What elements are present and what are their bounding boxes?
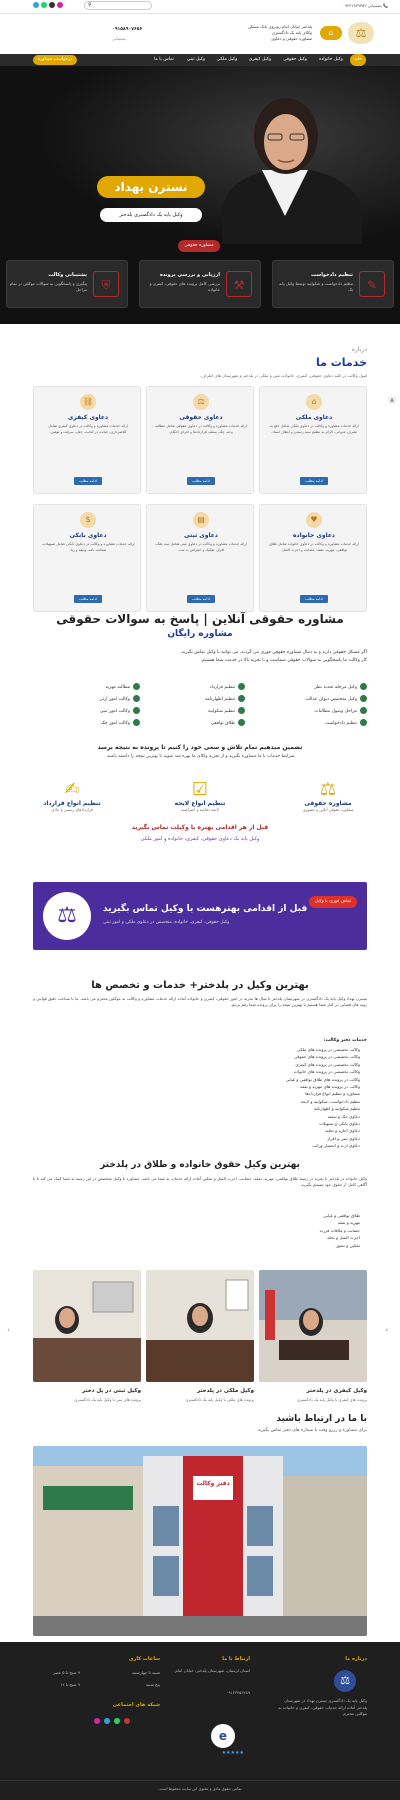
nav-family[interactable]: وکیل خانواده: [319, 57, 343, 62]
hero-card[interactable]: [6, 260, 128, 308]
instagram-icon[interactable]: [57, 2, 63, 8]
service-card[interactable]: [146, 504, 254, 612]
about-list-title: خدمات دفتر وکالت:: [323, 1038, 367, 1043]
feature-title: مشاوره حقوقی: [304, 800, 352, 807]
hero-consult-button[interactable]: مشاوره حقوقی: [178, 240, 220, 252]
footer-logo-icon: ⚖: [334, 1670, 356, 1692]
service-desc: ارائه خدمات مشاوره و وکالت در دعاوی حقوقی شامل مطالبه وجه، چک، سفته، قراردادها و اجرای احکام.: [154, 424, 248, 434]
shield-icon: ⛨: [93, 271, 119, 297]
feature-title: تنظیم انواع قرارداد: [43, 800, 101, 807]
office-photo: [33, 1270, 141, 1382]
nav-contact[interactable]: تماس با ما: [154, 57, 174, 62]
footer-hours: پنج شنبه: [145, 1682, 160, 1687]
hero-card[interactable]: [139, 260, 261, 308]
services-title: خدمات ما: [315, 356, 367, 369]
service-card[interactable]: [33, 504, 141, 612]
office-photo: [259, 1270, 367, 1382]
list-item: طلاق توافقی و غیابی: [323, 1213, 360, 1218]
list-item: وکالت در پرونده های طلاق توافقی و غیابی: [285, 1076, 360, 1082]
lawyer-desc: پرونده های کیفری با وکیل پایه یک دادگستری: [296, 1397, 367, 1402]
consult-title: مشاوره حقوقی آنلاین | پاسخ به سوالات حقوقی: [56, 612, 344, 626]
home-icon[interactable]: ⌂: [320, 26, 342, 40]
list-item: وکالت در پرونده های مهریه و نفقه: [300, 1084, 360, 1090]
footer-phone[interactable]: ۰۹۱۲۳۴۵۶۷۸۹: [226, 1690, 250, 1695]
people-icon: ⚖: [319, 779, 337, 800]
hero-card[interactable]: [272, 260, 394, 308]
hero-card-desc: پیگیری و پاسخگویی به سوالات موکلین در تمام مراحل: [9, 281, 87, 292]
footer-about-text: وکیل پایه یک دادگستری نسترن بهداد در شهرستان پلدختر آماده ارائه خدمات حقوقی، کیفری و خانواده به موکلین محترم.: [278, 1698, 367, 1716]
hero-card-title: پشتیبانی وکالت: [48, 272, 87, 278]
family-icon: ♥: [306, 512, 322, 528]
list-item: تنظیم شکواییه و اظهارنامه: [313, 1106, 360, 1112]
service-desc: ارائه خدمات مشاوره و وکالت در دعاوی خانواده شامل طلاق توافقی، مهریه، نفقه، حضانت و اجرت المثل.: [269, 542, 359, 552]
consult-item: تنظیم دادخواست: [325, 719, 367, 727]
service-title: دعاوی حقوقی: [179, 414, 223, 421]
list-item: وکالت تخصصی در پرونده های کیفری: [295, 1061, 360, 1067]
consult-item: وکیل متخصص دیوان عدالت: [305, 695, 367, 703]
scale-icon: ⚖: [193, 394, 209, 410]
building-graphic: [33, 1446, 367, 1636]
footer-address: استان لرستان، شهرستان پلدختر، خیابان امام: [175, 1668, 250, 1673]
consult-intro: اگر مشکل حقوقی دارید و به دنبال مشاوره حقوقی فوری می گردید، می توانید با وکیل تماس بگیرید.: [180, 650, 367, 655]
social-icon[interactable]: [49, 2, 55, 8]
service-button[interactable]: ادامه مطلب: [187, 477, 215, 485]
feature-item: [22, 780, 122, 820]
bank-icon: $: [80, 512, 96, 528]
hero-card-desc: تنظیم دادخواست و شکواییه توسط وکیل پایه یک: [279, 281, 353, 292]
header-phone[interactable]: ۰۹۱۵۸۹۰۷۶۵۶: [112, 27, 143, 32]
service-desc: ارائه خدمات مشاوره و وکالت در دعاوی بانکی شامل تسهیلات، ضمانت نامه، وثیقه و ربا.: [41, 542, 135, 552]
whatsapp-icon[interactable]: [114, 1718, 120, 1724]
consult-item: وکیل مرحله تجدید نظر: [314, 683, 367, 691]
feature-title: تنظیم انواع لایحه: [174, 800, 226, 807]
contact-sub: برای مشاوره و رزرو وقت با شماره های دفتر تماس بگیرید.: [256, 1428, 367, 1433]
about-title: بهترین وکیل در پلدختر+ خدمات و تخصص ها: [91, 980, 309, 991]
service-button[interactable]: ادامه مطلب: [300, 477, 328, 485]
family-title: بهترین وکیل حقوق خانواده و طلاق در پلدختر: [100, 1160, 300, 1170]
telegram-icon[interactable]: [33, 2, 39, 8]
list-item: تمکین و نشوز: [335, 1242, 360, 1248]
hero-name: نسترن بهداد: [97, 176, 205, 198]
hero-cards: [0, 244, 400, 324]
building-sign: دفتر وکالت: [196, 1480, 230, 1487]
service-title: دعاوی خانواده: [292, 532, 336, 539]
footer-hours-title: ساعات کاری: [128, 1656, 160, 1662]
lawyer-name: وکیل ملکی در پلدختر: [196, 1388, 254, 1394]
service-desc: ارائه خدمات مشاوره و وکالت در دعاوی ملکی شامل خلع ید، تصرف عدوانی، الزام به تنظیم سند رسمی و ابطال اسناد.: [268, 424, 360, 434]
main-nav: [0, 54, 400, 66]
service-title: دعاوی بانکی: [69, 532, 107, 539]
family-paragraph: وکیل خانواده در پلدختر با تجربه در زمینه طلاق توافقی، مهریه، نفقه، حضانت، اجرت المثل و تمکین آماده ارائه خدمات به شما می باشد. مشاوره با وکیل متخصص در این زمینه به شما کمک می کند تا با آگاهی کامل از حقوق خود تصمیم بگیرید.: [33, 1176, 367, 1188]
footer-social-title: شبکه های اجتماعی: [112, 1702, 160, 1708]
consult-item: وکالت امور ارثی: [99, 695, 140, 703]
consult-cta-button[interactable]: درخواست مشاوره: [33, 55, 77, 65]
nav-property[interactable]: وکیل ملکی: [216, 57, 238, 62]
service-card[interactable]: [146, 386, 254, 494]
service-button[interactable]: ادامه مطلب: [300, 595, 328, 603]
services-intro: قبول وکالت در کلیه دعاوی حقوقی، کیفری، خانواده، ثبتی و ملکی در پلدختر و شهرستان های اطراف.: [200, 373, 367, 378]
service-title: دعاوی ملکی: [295, 414, 333, 421]
consult-item: وکالت امور چک: [101, 719, 140, 727]
copyright: تمامی حقوق مادی و معنوی این سایت محفوظ است.: [158, 1786, 242, 1791]
enamad-badge-icon[interactable]: e: [211, 1724, 235, 1748]
lawyer-emblem-icon: ⚖: [43, 892, 91, 940]
consult-item: تنظیم شکواییه: [208, 707, 245, 715]
guarantee-title: تضمین میدهیم تمام تلاش و سعی خود را کنیم تا پرونده به نتیجه برسد: [97, 744, 303, 751]
office-photo-graphic: [259, 1270, 367, 1382]
hero-card-desc: بررسی کامل پرونده های حقوقی، کیفری و خانواده: [149, 281, 220, 292]
search-input[interactable]: [84, 1, 152, 10]
header-phone-label: پشتیبانی: [112, 36, 126, 41]
office-building-photo: [33, 1446, 367, 1636]
about-list: [286, 1046, 360, 1150]
scroll-up-icon[interactable]: ▲: [388, 396, 396, 404]
youtube-icon[interactable]: [124, 1718, 130, 1724]
consult-item: تنظیم قرارداد: [210, 683, 245, 691]
before-title: قبل از هر اقدامی بهتره با وکیلت تماس بگیرید: [131, 824, 269, 831]
service-card[interactable]: [33, 386, 141, 494]
footer-hours: ۹ صبح تا ۱۲: [60, 1682, 80, 1687]
nav-criminal[interactable]: وکیل کیفری: [248, 57, 272, 62]
list-item: دعاوی اجاره و تخلیه: [325, 1128, 360, 1134]
handcuffs-icon: ⛓: [80, 394, 96, 410]
footer-divider: [0, 1780, 400, 1781]
footer-hours: شنبه تا چهارشنبه: [131, 1670, 160, 1675]
list-item: اجرت المثل و نحله: [327, 1235, 360, 1241]
office-photo-graphic: [33, 1270, 141, 1382]
list-item: وکالت تخصصی در پرونده های خانواده: [293, 1069, 360, 1075]
feature-item: [150, 780, 250, 820]
service-card[interactable]: [259, 504, 367, 612]
hero: [0, 66, 400, 244]
footer-contact-title: ارتباط با ما: [222, 1656, 250, 1662]
before-sub: وکیل پایه یک دعاوی حقوقی، کیفری، خانواده و امور ملکی: [140, 836, 260, 842]
list-item: دعاوی بانکی و تسهیلات: [319, 1121, 360, 1127]
call-lawyer-button[interactable]: تماس فوری با وکیل: [309, 896, 357, 908]
consult-item: مراحل وصول مطالبات: [314, 707, 367, 715]
support-label: 📞 پشتیبانی ۰۹۳۳۶۸۳۹۳۵۳: [342, 3, 388, 8]
list-item: مهریه و نفقه: [337, 1220, 360, 1226]
list-item: دعاوی چک و سفته: [327, 1113, 360, 1119]
header-info: پلدختر خیابان امام روبروی بانک مسکن وکلای پایه یک دادگستری مشاوره حقوقی و دعاوی: [247, 24, 312, 41]
document-icon: ✎: [359, 271, 385, 297]
service-desc: ارائه خدمات مشاوره و وکالت در دعاوی ثبتی شامل ثبت ملک، افراز، تفکیک و اعتراض به ثبت.: [155, 542, 247, 552]
footer-about-title: درباره ما: [345, 1656, 367, 1662]
service-card[interactable]: [259, 386, 367, 494]
feature-desc: قراردادهای رسمی و عادی: [51, 807, 93, 812]
whatsapp-icon[interactable]: [41, 2, 47, 8]
banner-sub: وکیل حقوقی، کیفری، خانواده، متخصص در دعاوی ملکی و امور ثبتی: [103, 920, 230, 925]
carousel-next-icon[interactable]: ›: [385, 1326, 388, 1334]
consult-intro-2: کار وکالت ما پاسخگویی به سوالات حقوقی شماست و با تجربه بالا در خدمت شما هستیم.: [200, 658, 367, 663]
contract-icon: ✍: [64, 779, 80, 800]
document-check-icon: ☑: [191, 779, 209, 800]
list-item: دعاوی ثبتی و افراز: [327, 1135, 360, 1141]
search-icon: ⚲: [88, 2, 92, 8]
service-title: دعاوی کیفری: [67, 414, 109, 421]
hero-card-title: تنظیم دادخواست: [311, 272, 353, 278]
call-banner: [33, 882, 367, 950]
nav-civil[interactable]: وکیل حقوقی: [283, 57, 307, 62]
lawyer-name: وکیل ثبتی در پل دختر: [82, 1388, 141, 1394]
hero-subtitle: وکیل پایه یک دادگستری پلدختر: [100, 208, 202, 222]
nav-registry[interactable]: وکیل ثبتی: [186, 57, 206, 62]
office-photo-graphic: [146, 1270, 254, 1382]
consult-item: وکالت امور ثبتی: [100, 707, 140, 715]
carousel-prev-icon[interactable]: ‹: [7, 1326, 10, 1334]
service-button[interactable]: ادامه مطلب: [74, 595, 102, 603]
service-title: دعاوی ثبتی: [184, 532, 218, 539]
service-button[interactable]: ادامه مطلب: [74, 477, 102, 485]
consult-item: مطالبه مهریه: [105, 683, 140, 691]
lawyer-name: وکیل کیفری در پلدختر: [306, 1388, 367, 1394]
nav-home[interactable]: خانه: [350, 54, 366, 66]
services-eyebrow: درباره: [351, 346, 367, 353]
feature-desc: لایحه دفاعیه و اعتراضیه: [181, 807, 219, 812]
registry-icon: ▤: [193, 512, 209, 528]
feature-item: [278, 780, 378, 820]
contact-title: با ما در ارتباط باشید: [276, 1414, 367, 1424]
instagram-icon[interactable]: [94, 1718, 100, 1724]
header: [0, 14, 400, 54]
banner-title: قبل از اقدامی بهترهست با وکیل تماس بگیرید: [103, 904, 308, 914]
list-item: وکالت تخصصی در پرونده های ملکی: [296, 1047, 360, 1052]
hero-card-title: ارزیابی و بررسی پرونده: [159, 272, 220, 278]
list-item: مشاوره و تنظیم انواع قراردادها: [305, 1091, 360, 1097]
building-icon: ⌂: [306, 394, 322, 410]
consult-subtitle: مشاوره رایگان: [167, 629, 233, 639]
service-button[interactable]: ادامه مطلب: [187, 595, 215, 603]
office-photo: [146, 1270, 254, 1382]
top-bar: [0, 0, 400, 14]
footer: [0, 1642, 400, 1800]
feature-desc: مشاوره حقوقی آنلاین و حضوری: [302, 807, 354, 812]
lawyer-desc: پرونده های ملکی با وکیل پایه یک دادگستری: [185, 1397, 254, 1402]
about-paragraph: نسترن بهداد وکیل پایه یک دادگستری در شهرستان پلدختر با سال ها تجربه در امور حقوقی، کیفری و خانواده آماده ارائه خدمات مشاوره و وکالت به موکلین محترم می باشد. ما با شناخت دقیق قوانین و رویه های قضایی در کنار شما هستیم تا بهترین نتیجه را برای پرونده شما رقم بزنیم.: [33, 996, 367, 1008]
telegram-icon[interactable]: [104, 1718, 110, 1724]
footer-hours: ۹ صبح تا ۵ عصر: [53, 1670, 80, 1675]
list-item: دعاوی ارث و انحصار وراثت: [312, 1143, 360, 1149]
consult-item: تنظیم اظهارنامه: [205, 695, 245, 703]
rating-stars-icon: ★★★★★: [221, 1750, 244, 1756]
family-list: [320, 1212, 360, 1249]
list-item: وکالت تخصصی در پرونده های حقوقی: [293, 1054, 360, 1060]
gavel-icon: ⚒: [226, 271, 252, 297]
guarantee-text: شرایط خدمات با ما مشاوره بگیرید و از تجربه وکلای ما بهره مند شوید تا بهترین نتیجه را داشته باشید.: [105, 754, 295, 759]
consult-item: طلاق توافقی: [211, 719, 245, 727]
service-desc: ارائه خدمات مشاوره و وکالت در دعاوی کیفری شامل کلاهبرداری، خیانت در امانت، جعل، سرقت و توهین.: [48, 424, 128, 434]
list-item: حضانت و ملاقات فرزند: [319, 1227, 360, 1233]
logo-icon[interactable]: ⚖: [348, 22, 374, 44]
lawyer-desc: پرونده های ثبتی با وکیل پایه یک دادگستری: [74, 1397, 141, 1402]
list-item: تنظیم دادخواست، شکواییه و لایحه: [300, 1098, 360, 1104]
